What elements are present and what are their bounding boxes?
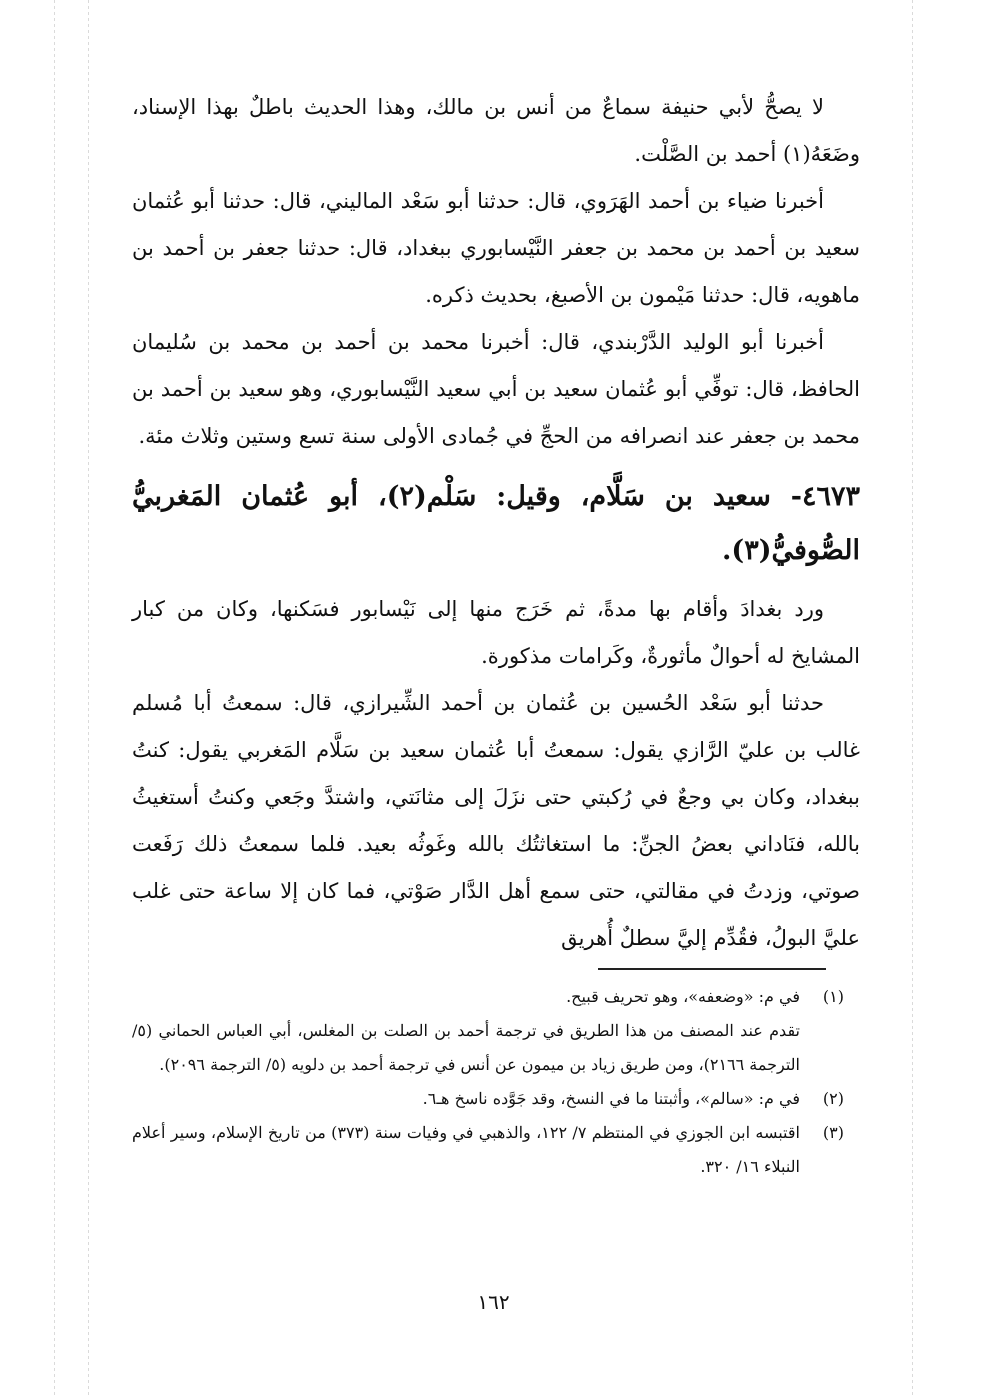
footnote-line: اقتبسه ابن الجوزي في المنتظم ٧/ ١٢٢، والذهبي في وفيات سنة (٣٧٣) من تاريخ الإسلام، وسير أعلام النبلاء ١٦/ ٣٢٠.: [132, 1123, 800, 1176]
scan-margin-line: [54, 0, 55, 1396]
paragraph: لا يصحُّ لأبي حنيفة سماعٌ من أنس بن مالك، وهذا الحديث باطلٌ بهذا الإسناد، وضَعَهُ(١) أحمد بن الصَّلْت.: [132, 95, 860, 166]
text-block-bottom: [132, 586, 860, 962]
footnote-number: (٢): [822, 1089, 844, 1108]
paragraph: أخبرنا أبو الوليد الدَّرْبندي، قال: أخبرنا محمد بن أحمد بن محمد بن سُليمان الحافظ، قال: توفِّي أبو عُثمان سعيد بن أبي سعيد النَّيْسابوري، وهو سعيد بن أحمد بن محمد بن جعفر عند انصرافه من الحجِّ في جُمادى الأولى سنة تسع وستين وثلاث مئة.: [132, 330, 860, 448]
footnote: [132, 1116, 844, 1184]
footnote-line: تقدم عند المصنف من هذا الطريق في ترجمة أحمد بن الصلت بن المغلس، أبي العباس الحماني (٥/ الترجمة ٢١٦٦)، ومن طريق زياد بن ميمون عن أنس في ترجمة أحمد بن دلويه (٥/ الترجمة ٢٠٩٦).: [132, 1021, 800, 1074]
footnote-line: في م: «وضعفه»، وهو تحريف قبيح.: [566, 987, 800, 1006]
paragraph: حدثنا أبو سَعْد الحُسين بن عُثمان بن أحمد الشِّيرازي، قال: سمعتُ أبا مُسلم غالب بن عليّ الرَّازي يقول: سمعتُ أبا عُثمان سعيد بن سَلَّام المَغربي يقول: كنتُ ببغداد، وكان بي وجعٌ في رُكبتي حتى نزَلَ إلى مثانَتي، واشتدَّ وجَعي وكنتُ أستغيثُ بالله، فنَاداني بعضُ الجنِّ: ما استغاثتُك بالله وغَوثُه بعيد. فلما سمعتُ ذلك رَفَعت صوتي، وزدتُ في مقالتي، حتى سمع أهل الدَّار صَوْتي، فما كان إلا ساعة حتى غلب عليَّ البولُ، فقُدِّم إليَّ سطلٌ أُهريق: [132, 691, 860, 950]
footnote: [132, 980, 844, 1082]
scan-margin-line: [88, 0, 89, 1396]
footnote-text: [132, 980, 800, 1082]
paragraph: ورد بغدادَ وأقام بها مدةً، ثم خَرَج منها إلى نَيْسابور فسَكنها، وكان من كبار المشايخ له أحوالٌ مأثورةٌ، وكَرامات مذكورة.: [132, 597, 860, 668]
footnote-separator: [598, 968, 826, 970]
scan-margin-line: [912, 0, 913, 1396]
page-number: ١٦٢: [477, 1290, 510, 1314]
footnote-text: [132, 1116, 800, 1184]
footnote-number: (٣): [822, 1123, 844, 1142]
paragraph: أخبرنا ضياء بن أحمد الهَرَوي، قال: حدثنا أبو سَعْد الماليني، قال: حدثنا أبو عُثمان سعيد بن أحمد بن محمد بن جعفر النَّيْسابوري ببغداد، قال: حدثنا جعفر بن أحمد بن ماهويه، قال: حدثنا مَيْمون بن الأصبغ، بحديث ذكره.: [132, 189, 860, 307]
footnote-line: في م: «سالم»، وأثبتنا ما في النسخ، وقد جَوَّده ناسخ هـ٦.: [422, 1089, 800, 1108]
footnote-text: [132, 1082, 800, 1116]
entry-heading: ٤٦٧٣- سعيد بن سَلَّام، وقيل: سَلْم(٢)، أبو عُثمان المَغربيُّ الصُّوفيُّ(٣).: [132, 481, 860, 566]
text-block-top: [132, 84, 860, 460]
footnote: [132, 1082, 844, 1116]
footnotes: [132, 980, 844, 1184]
footnote-number: (١): [822, 987, 844, 1006]
